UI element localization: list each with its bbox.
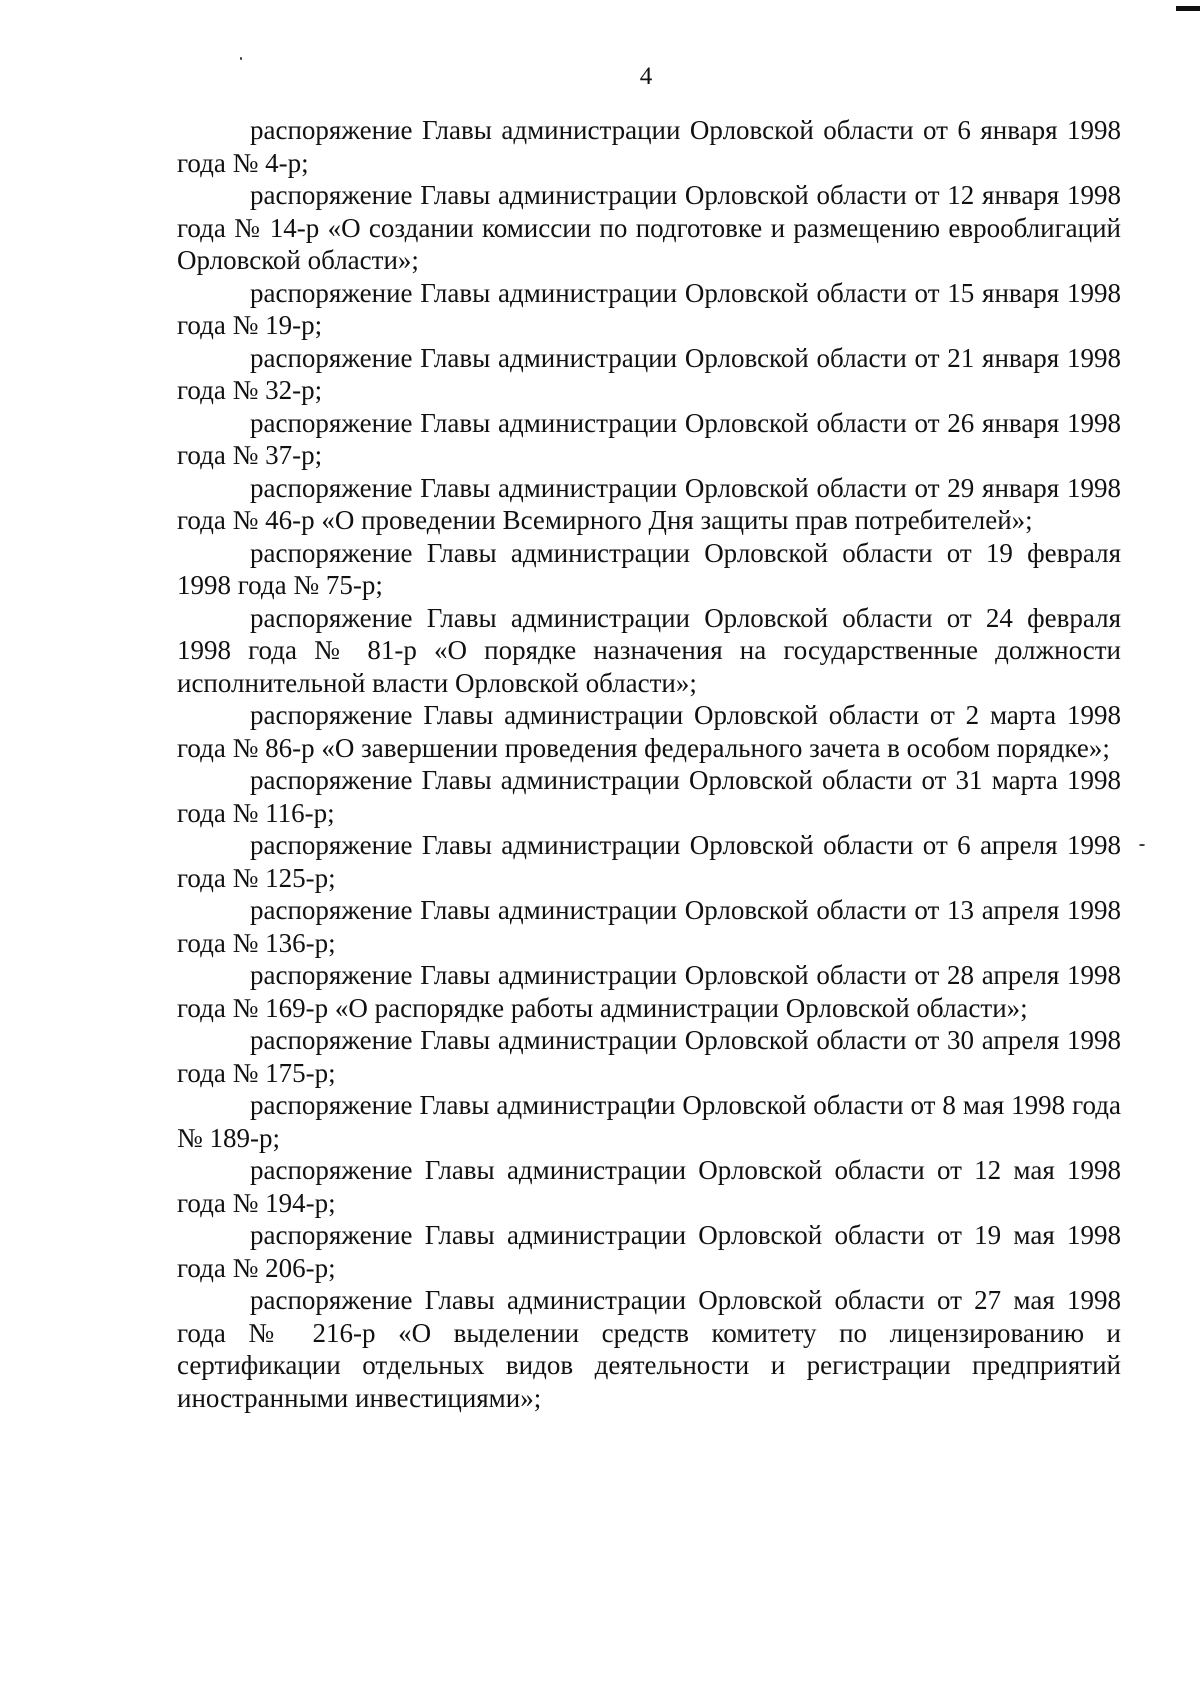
order-entry: распоряжение Главы администрации Орловской области от 12 мая 1998 года № 194-р;	[177, 1155, 1121, 1218]
order-entry: распоряжение Главы администрации Орловской области от 8 мая 1998 года № 189-р;	[177, 1090, 1121, 1153]
order-entry: распоряжение Главы администрации Орловской области от 19 февраля 1998 года № 75-р;	[177, 537, 1121, 600]
order-entry: распоряжение Главы администрации Орловской области от 24 февраля 1998 года № 81-р «О порядке назначения на государственные должности исполнительной власти Орловской области»;	[177, 602, 1121, 698]
order-entry: распоряжение Главы администрации Орловской области от 15 января 1998 года № 19-р;	[177, 277, 1121, 340]
order-entry: распоряжение Главы администрации Орловской области от 6 апреля 1998 года № 125-р;	[177, 830, 1121, 893]
order-entry: распоряжение Главы администрации Орловской области от 13 апреля 1998 года № 136-р;	[177, 895, 1121, 958]
order-entry: распоряжение Главы администрации Орловской области от 31 марта 1998 года № 116-р;	[177, 765, 1121, 828]
order-entry: распоряжение Главы администрации Орловской области от 12 января 1998 года № 14-р «О создании комиссии по подготовке и размещению еврооблигаций Орловской области»;	[177, 180, 1121, 275]
document-body	[177, 114, 1121, 1414]
order-entry: распоряжение Главы администрации Орловской области от 30 апреля 1998 года № 175-р;	[177, 1025, 1121, 1088]
scan-speck	[240, 57, 242, 60]
scan-speck	[1139, 844, 1145, 846]
order-entry: распоряжение Главы администрации Орловской области от 19 мая 1998 года № 206-р;	[177, 1220, 1121, 1283]
order-entry: распоряжение Главы администрации Орловской области от 26 января 1998 года № 37-р;	[177, 407, 1121, 470]
scan-edge-mark	[1176, 6, 1200, 11]
order-entry: распоряжение Главы администрации Орловской области от 28 апреля 1998 года № 169-р «О распорядке работы администрации Орловской области»;	[177, 960, 1121, 1023]
order-entry: распоряжение Главы администрации Орловской области от 21 января 1998 года № 32-р;	[177, 342, 1121, 405]
order-entry: распоряжение Главы администрации Орловской области от 27 мая 1998 года № 216-р «О выделении средств комитету по лицензированию и сертификации отдельных видов деятельности и регистрации предприятий иностранными инвестициями»;	[177, 1285, 1121, 1413]
order-entry: распоряжение Главы администрации Орловской области от 6 января 1998 года № 4-р;	[177, 115, 1121, 178]
order-entry: распоряжение Главы администрации Орловской области от 2 марта 1998 года № 86-р «О завершении проведения федерального зачета в особом порядке»;	[177, 700, 1121, 763]
page-number: 4	[639, 63, 653, 90]
order-entry: распоряжение Главы администрации Орловской области от 29 января 1998 года № 46-р «О проведении Всемирного Дня защиты прав потребителей»;	[177, 472, 1121, 535]
